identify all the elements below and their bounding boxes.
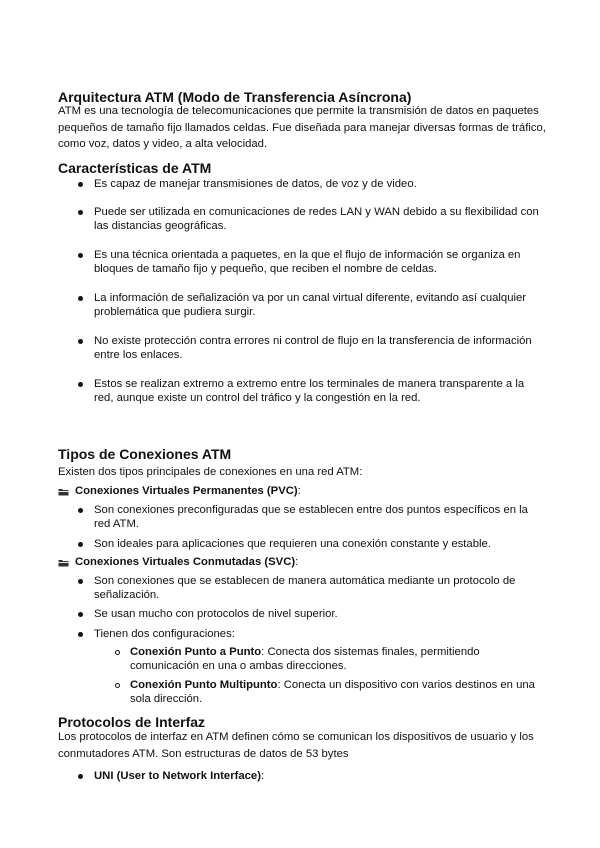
list-item-text: Estos se realizan extremo a extremo entre los terminales de manera transparente a la red, aunque existe un control del tráfico y la congestión en la red. [94,378,525,405]
pvc-label: Conexiones Virtuales Permanentes (PVC) [75,485,298,497]
list-item [94,574,546,603]
folder-icon [58,488,69,496]
list-item [94,537,546,551]
config-text: : Conecta un dispositivo con varios destinos en una sola dirección. [130,679,535,706]
bullet-icon [78,632,83,637]
list-item-text: La información de señalización va por un canal virtual diferente, evitando así cualquier problemática que pudiera surgir. [94,292,527,319]
bullet-icon [78,339,83,344]
uni-suffix: : [260,770,265,782]
list-item [94,503,546,532]
sub-list-item [130,678,545,707]
heading-protocolos-interfaz: Protocolos de Interfaz [58,714,206,730]
list-item-text: Son conexiones que se establecen de manera automática mediante un protocolo de señalización. [94,575,516,602]
list-item [94,205,546,234]
heading-tipos-conexiones: Tipos de Conexiones ATM [58,446,232,462]
list-item-text: No existe protección contra errores ni control de flujo en la transferencia de información entre los enlaces. [94,335,532,362]
pvc-suffix: : [297,485,301,497]
list-item-text: Puede ser utilizada en comunicaciones de redes LAN y WAN debido a su flexibilidad con las distancias geográficas. [94,206,539,233]
list-item-text: Se usan mucho con protocolos de nivel superior. [94,608,338,620]
config-text: : Conecta dos sistemas finales, permitiendo comunicación en una o ambas direcciones. [130,646,480,673]
list-item [94,607,546,621]
list-item [94,177,546,191]
list-item-text: Es capaz de manejar transmisiones de datos, de voz y de video. [94,178,417,190]
heading-caracteristicas: Características de ATM [58,160,212,176]
list-item-text: Tienen dos configuraciones: [94,628,235,640]
bullet-icon [78,508,83,513]
svc-suffix: : [295,556,299,568]
circle-bullet-icon [115,650,120,655]
circle-bullet-icon [115,683,120,688]
bullet-icon [78,382,83,387]
list-item [94,769,546,783]
list-item-text: Es una técnica orientada a paquetes, en la que el flujo de información se organiza en bloques de tamaño fijo y pequeño, que reciben el nombre de celdas. [94,249,521,276]
bullet-icon [78,542,83,547]
svc-label: Conexiones Virtuales Conmutadas (SVC) [75,556,296,568]
list-item [94,334,546,363]
list-item [94,377,546,406]
bullet-icon [78,579,83,584]
paragraph-atm-intro: ATM es una tecnología de telecomunicaciones que permite la transmisión de datos en paquetes pequeños de tamaño fijo llamados celdas. Fue diseñada para manejar diversas formas de tráfico, como voz, datos y video, a alta velocidad. [58,105,546,150]
bullet-icon [78,612,83,617]
svc-heading [75,555,298,569]
folder-icon [58,559,69,567]
bullet-icon [78,210,83,215]
paragraph-protocolos-intro: Los protocolos de interfaz en ATM definen cómo se comunican los dispositivos de usuario y los conmutadores ATM. Son estructuras de datos de 53 bytes [58,731,534,760]
paragraph-tipos-intro: Existen dos tipos principales de conexiones en una red ATM: [58,466,363,478]
list-item-text: Son conexiones preconfiguradas que se establecen entre dos puntos específicos en la red ATM. [94,504,528,531]
bullet-icon [78,253,83,258]
list-item-text: Son ideales para aplicaciones que requieren una conexión constante y estable. [94,538,491,550]
bullet-icon [78,774,83,779]
bullet-icon [78,182,83,187]
sub-list-item [130,645,545,674]
pvc-heading [75,484,301,498]
config-label: Conexión Punto Multipunto [130,679,278,691]
list-item [94,627,546,641]
uni-label: UNI (User to Network Interface) [94,770,261,782]
list-item [94,291,546,320]
list-item [94,248,546,277]
heading-arquitectura-atm: Arquitectura ATM (Modo de Transferencia Asíncrona) [58,89,412,105]
bullet-icon [78,296,83,301]
config-label: Conexión Punto a Punto [130,646,262,658]
